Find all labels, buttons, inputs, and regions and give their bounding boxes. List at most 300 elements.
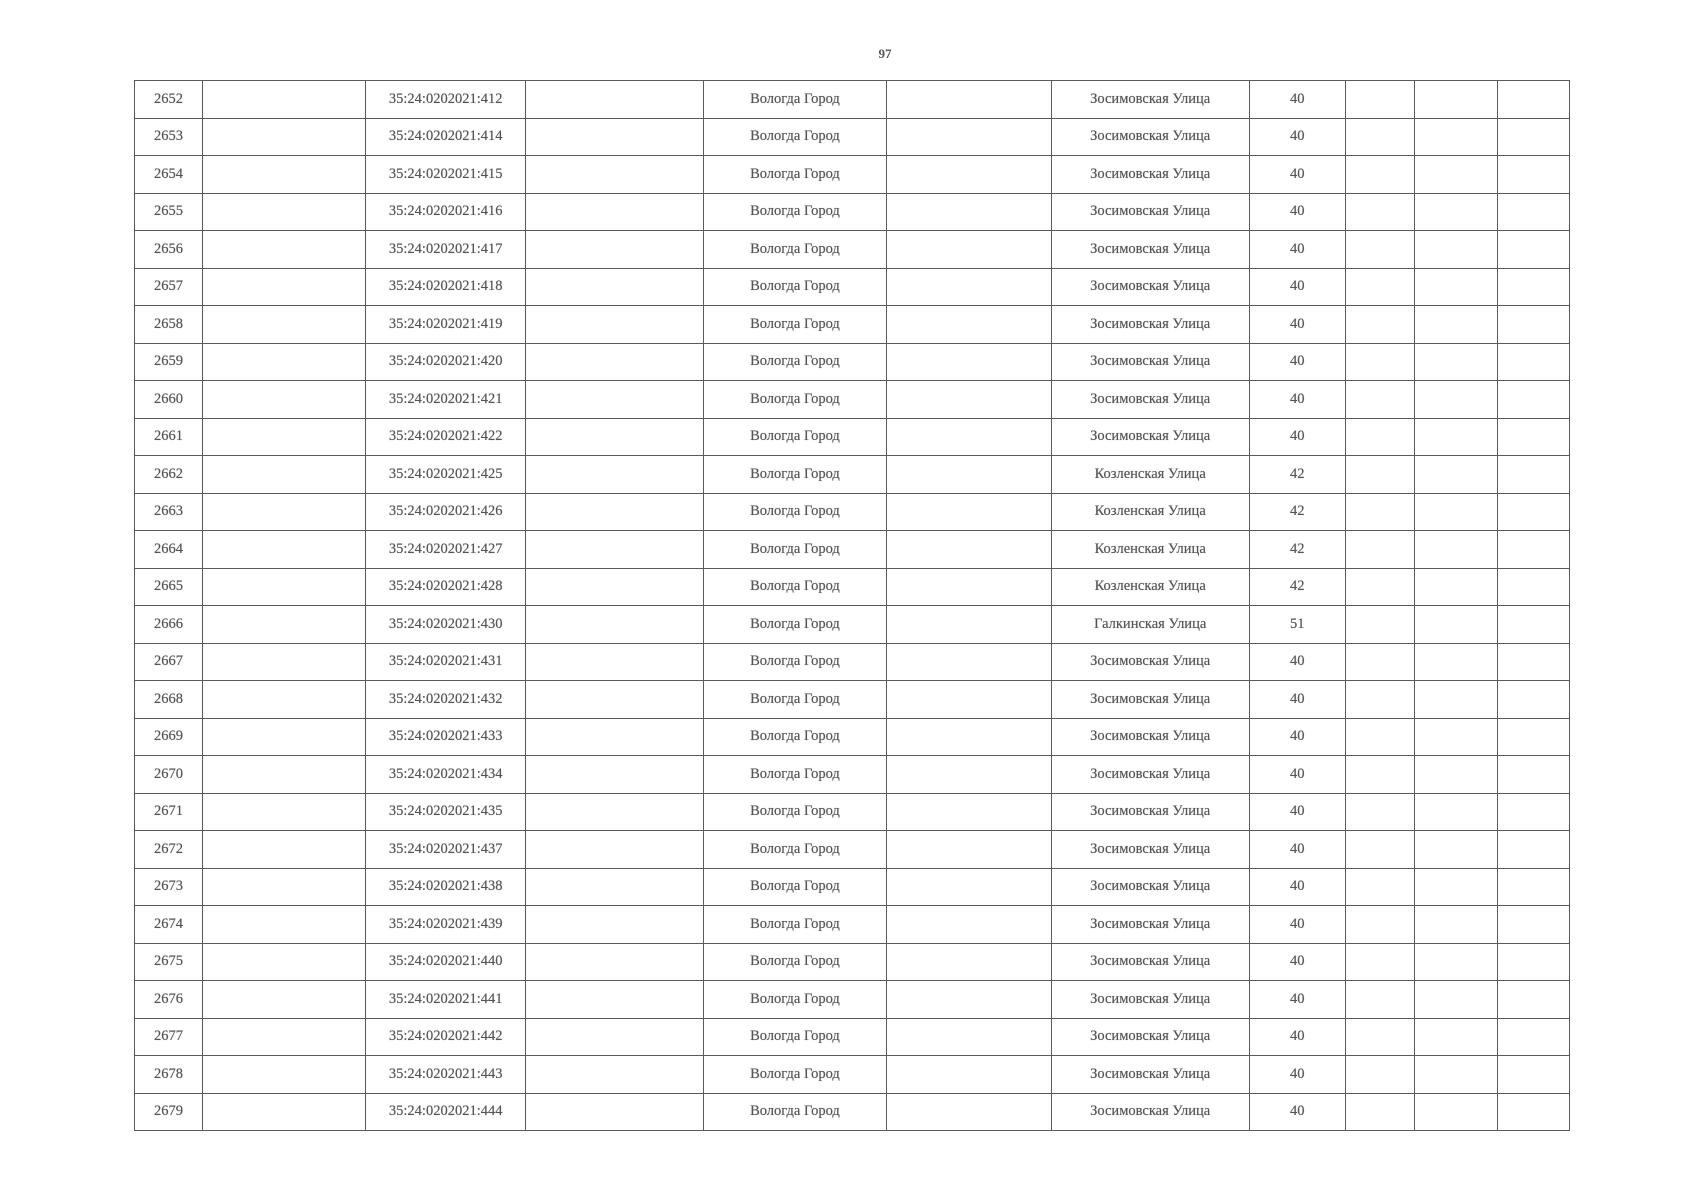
empty-cell xyxy=(203,156,366,194)
cadastral-number-cell: 35:24:0202021:428 xyxy=(366,568,526,606)
city-cell: Вологда Город xyxy=(704,756,886,794)
city-cell: Вологда Город xyxy=(704,118,886,156)
empty-cell xyxy=(526,493,704,531)
empty-cell xyxy=(203,643,366,681)
table-row xyxy=(135,81,1570,119)
empty-cell xyxy=(886,268,1051,306)
empty-cell xyxy=(1414,831,1497,869)
empty-cell xyxy=(203,1093,366,1131)
cadastral-number-cell: 35:24:0202021:440 xyxy=(366,943,526,981)
empty-cell xyxy=(1345,606,1414,644)
empty-cell xyxy=(1345,568,1414,606)
empty-cell xyxy=(526,456,704,494)
empty-cell xyxy=(1497,306,1569,344)
empty-cell xyxy=(1345,456,1414,494)
empty-cell xyxy=(1414,381,1497,419)
house-number-cell: 40 xyxy=(1249,681,1345,719)
empty-cell xyxy=(886,568,1051,606)
empty-cell xyxy=(203,568,366,606)
street-cell: Зосимовская Улица xyxy=(1051,943,1249,981)
empty-cell xyxy=(1414,118,1497,156)
empty-cell xyxy=(886,81,1051,119)
empty-cell xyxy=(886,1056,1051,1094)
city-cell: Вологда Город xyxy=(704,531,886,569)
cadastral-number-cell: 35:24:0202021:418 xyxy=(366,268,526,306)
empty-cell xyxy=(203,493,366,531)
empty-cell xyxy=(886,118,1051,156)
empty-cell xyxy=(1414,343,1497,381)
empty-cell xyxy=(886,456,1051,494)
house-number-cell: 40 xyxy=(1249,306,1345,344)
empty-cell xyxy=(1414,643,1497,681)
row-number-cell: 2664 xyxy=(135,531,203,569)
empty-cell xyxy=(1345,756,1414,794)
street-cell: Зосимовская Улица xyxy=(1051,793,1249,831)
cadastral-number-cell: 35:24:0202021:442 xyxy=(366,1018,526,1056)
empty-cell xyxy=(1497,756,1569,794)
empty-cell xyxy=(1414,231,1497,269)
table-row xyxy=(135,306,1570,344)
empty-cell xyxy=(1497,643,1569,681)
cadastral-number-cell: 35:24:0202021:419 xyxy=(366,306,526,344)
empty-cell xyxy=(1414,1056,1497,1094)
table-row xyxy=(135,156,1570,194)
empty-cell xyxy=(526,793,704,831)
empty-cell xyxy=(1497,943,1569,981)
empty-cell xyxy=(1345,718,1414,756)
empty-cell xyxy=(1414,793,1497,831)
empty-cell xyxy=(1497,118,1569,156)
house-number-cell: 51 xyxy=(1249,606,1345,644)
empty-cell xyxy=(886,681,1051,719)
empty-cell xyxy=(1345,231,1414,269)
empty-cell xyxy=(203,81,366,119)
street-cell: Зосимовская Улица xyxy=(1051,156,1249,194)
cadastral-number-cell: 35:24:0202021:412 xyxy=(366,81,526,119)
table-row xyxy=(135,643,1570,681)
empty-cell xyxy=(1414,718,1497,756)
empty-cell xyxy=(203,343,366,381)
empty-cell xyxy=(1497,231,1569,269)
empty-cell xyxy=(526,531,704,569)
row-number-cell: 2659 xyxy=(135,343,203,381)
empty-cell xyxy=(1497,793,1569,831)
row-number-cell: 2669 xyxy=(135,718,203,756)
empty-cell xyxy=(1414,681,1497,719)
row-number-cell: 2654 xyxy=(135,156,203,194)
empty-cell xyxy=(1497,718,1569,756)
empty-cell xyxy=(1345,943,1414,981)
city-cell: Вологда Город xyxy=(704,156,886,194)
table-row xyxy=(135,793,1570,831)
empty-cell xyxy=(203,981,366,1019)
empty-cell xyxy=(203,906,366,944)
cadastral-number-cell: 35:24:0202021:427 xyxy=(366,531,526,569)
empty-cell xyxy=(526,156,704,194)
city-cell: Вологда Город xyxy=(704,231,886,269)
empty-cell xyxy=(886,756,1051,794)
empty-cell xyxy=(1497,156,1569,194)
city-cell: Вологда Город xyxy=(704,268,886,306)
street-cell: Козленская Улица xyxy=(1051,568,1249,606)
city-cell: Вологда Город xyxy=(704,306,886,344)
empty-cell xyxy=(1345,681,1414,719)
house-number-cell: 40 xyxy=(1249,756,1345,794)
cadastral-number-cell: 35:24:0202021:422 xyxy=(366,418,526,456)
house-number-cell: 40 xyxy=(1249,81,1345,119)
street-cell: Зосимовская Улица xyxy=(1051,268,1249,306)
street-cell: Зосимовская Улица xyxy=(1051,906,1249,944)
street-cell: Козленская Улица xyxy=(1051,531,1249,569)
cadastral-number-cell: 35:24:0202021:435 xyxy=(366,793,526,831)
city-cell: Вологда Город xyxy=(704,1056,886,1094)
empty-cell xyxy=(203,418,366,456)
empty-cell xyxy=(203,943,366,981)
house-number-cell: 40 xyxy=(1249,156,1345,194)
house-number-cell: 40 xyxy=(1249,268,1345,306)
street-cell: Зосимовская Улица xyxy=(1051,418,1249,456)
empty-cell xyxy=(203,681,366,719)
row-number-cell: 2678 xyxy=(135,1056,203,1094)
empty-cell xyxy=(1345,1018,1414,1056)
table-row xyxy=(135,868,1570,906)
table-row xyxy=(135,381,1570,419)
empty-cell xyxy=(1497,493,1569,531)
empty-cell xyxy=(1497,81,1569,119)
cadastral-number-cell: 35:24:0202021:415 xyxy=(366,156,526,194)
empty-cell xyxy=(1345,1093,1414,1131)
street-cell: Зосимовская Улица xyxy=(1051,643,1249,681)
street-cell: Зосимовская Улица xyxy=(1051,306,1249,344)
house-number-cell: 40 xyxy=(1249,381,1345,419)
city-cell: Вологда Город xyxy=(704,418,886,456)
empty-cell xyxy=(1345,831,1414,869)
empty-cell xyxy=(526,1093,704,1131)
empty-cell xyxy=(203,381,366,419)
row-number-cell: 2672 xyxy=(135,831,203,869)
empty-cell xyxy=(1497,981,1569,1019)
empty-cell xyxy=(203,456,366,494)
city-cell: Вологда Город xyxy=(704,981,886,1019)
row-number-cell: 2666 xyxy=(135,606,203,644)
empty-cell xyxy=(1345,118,1414,156)
empty-cell xyxy=(203,193,366,231)
empty-cell xyxy=(526,1018,704,1056)
street-cell: Зосимовская Улица xyxy=(1051,1056,1249,1094)
empty-cell xyxy=(1345,343,1414,381)
empty-cell xyxy=(526,868,704,906)
empty-cell xyxy=(526,943,704,981)
house-number-cell: 40 xyxy=(1249,1018,1345,1056)
table-row xyxy=(135,718,1570,756)
street-cell: Зосимовская Улица xyxy=(1051,381,1249,419)
city-cell: Вологда Город xyxy=(704,793,886,831)
cadastral-number-cell: 35:24:0202021:416 xyxy=(366,193,526,231)
table-row xyxy=(135,493,1570,531)
cadastral-number-cell: 35:24:0202021:441 xyxy=(366,981,526,1019)
empty-cell xyxy=(886,606,1051,644)
cadastral-number-cell: 35:24:0202021:414 xyxy=(366,118,526,156)
empty-cell xyxy=(1414,981,1497,1019)
empty-cell xyxy=(526,418,704,456)
empty-cell xyxy=(1414,568,1497,606)
empty-cell xyxy=(1414,606,1497,644)
city-cell: Вологда Город xyxy=(704,943,886,981)
table-row xyxy=(135,1018,1570,1056)
house-number-cell: 40 xyxy=(1249,1093,1345,1131)
cadastral-number-cell: 35:24:0202021:420 xyxy=(366,343,526,381)
house-number-cell: 40 xyxy=(1249,981,1345,1019)
row-number-cell: 2656 xyxy=(135,231,203,269)
empty-cell xyxy=(1497,1056,1569,1094)
empty-cell xyxy=(526,756,704,794)
empty-cell xyxy=(886,343,1051,381)
table-row xyxy=(135,1093,1570,1131)
house-number-cell: 42 xyxy=(1249,493,1345,531)
street-cell: Зосимовская Улица xyxy=(1051,1093,1249,1131)
empty-cell xyxy=(886,793,1051,831)
empty-cell xyxy=(1497,268,1569,306)
city-cell: Вологда Город xyxy=(704,81,886,119)
cadastral-number-cell: 35:24:0202021:430 xyxy=(366,606,526,644)
table-row xyxy=(135,193,1570,231)
city-cell: Вологда Город xyxy=(704,1018,886,1056)
street-cell: Зосимовская Улица xyxy=(1051,118,1249,156)
house-number-cell: 40 xyxy=(1249,868,1345,906)
empty-cell xyxy=(886,493,1051,531)
register-body xyxy=(135,81,1570,1131)
empty-cell xyxy=(886,381,1051,419)
city-cell: Вологда Город xyxy=(704,1093,886,1131)
empty-cell xyxy=(526,381,704,419)
empty-cell xyxy=(1497,681,1569,719)
empty-cell xyxy=(526,343,704,381)
house-number-cell: 42 xyxy=(1249,568,1345,606)
cadastral-number-cell: 35:24:0202021:439 xyxy=(366,906,526,944)
row-number-cell: 2653 xyxy=(135,118,203,156)
empty-cell xyxy=(1345,981,1414,1019)
empty-cell xyxy=(886,718,1051,756)
row-number-cell: 2675 xyxy=(135,943,203,981)
empty-cell xyxy=(886,418,1051,456)
empty-cell xyxy=(1497,418,1569,456)
row-number-cell: 2676 xyxy=(135,981,203,1019)
empty-cell xyxy=(1497,1093,1569,1131)
empty-cell xyxy=(1345,268,1414,306)
city-cell: Вологда Город xyxy=(704,456,886,494)
cadastral-number-cell: 35:24:0202021:432 xyxy=(366,681,526,719)
empty-cell xyxy=(526,193,704,231)
street-cell: Зосимовская Улица xyxy=(1051,831,1249,869)
empty-cell xyxy=(1497,906,1569,944)
empty-cell xyxy=(1414,193,1497,231)
cadastral-number-cell: 35:24:0202021:438 xyxy=(366,868,526,906)
cadastral-number-cell: 35:24:0202021:431 xyxy=(366,643,526,681)
empty-cell xyxy=(526,1056,704,1094)
house-number-cell: 40 xyxy=(1249,343,1345,381)
city-cell: Вологда Город xyxy=(704,493,886,531)
street-cell: Козленская Улица xyxy=(1051,493,1249,531)
street-cell: Зосимовская Улица xyxy=(1051,681,1249,719)
empty-cell xyxy=(1414,943,1497,981)
cadastral-number-cell: 35:24:0202021:417 xyxy=(366,231,526,269)
empty-cell xyxy=(203,1056,366,1094)
empty-cell xyxy=(886,306,1051,344)
house-number-cell: 40 xyxy=(1249,718,1345,756)
empty-cell xyxy=(526,831,704,869)
empty-cell xyxy=(1414,906,1497,944)
page-number: 97 xyxy=(878,46,892,61)
table-row xyxy=(135,418,1570,456)
house-number-cell: 40 xyxy=(1249,643,1345,681)
empty-cell xyxy=(1345,531,1414,569)
cadastral-number-cell: 35:24:0202021:434 xyxy=(366,756,526,794)
row-number-cell: 2658 xyxy=(135,306,203,344)
empty-cell xyxy=(886,231,1051,269)
cadastral-number-cell: 35:24:0202021:426 xyxy=(366,493,526,531)
empty-cell xyxy=(1414,868,1497,906)
empty-cell xyxy=(1345,418,1414,456)
city-cell: Вологда Город xyxy=(704,343,886,381)
row-number-cell: 2662 xyxy=(135,456,203,494)
table-row xyxy=(135,943,1570,981)
row-number-cell: 2673 xyxy=(135,868,203,906)
empty-cell xyxy=(1414,756,1497,794)
empty-cell xyxy=(1414,156,1497,194)
row-number-cell: 2655 xyxy=(135,193,203,231)
table-row xyxy=(135,681,1570,719)
row-number-cell: 2679 xyxy=(135,1093,203,1131)
street-cell: Зосимовская Улица xyxy=(1051,231,1249,269)
empty-cell xyxy=(886,531,1051,569)
table-row xyxy=(135,981,1570,1019)
city-cell: Вологда Город xyxy=(704,568,886,606)
table-row xyxy=(135,268,1570,306)
empty-cell xyxy=(203,793,366,831)
empty-cell xyxy=(1497,381,1569,419)
street-cell: Зосимовская Улица xyxy=(1051,1018,1249,1056)
empty-cell xyxy=(203,756,366,794)
empty-cell xyxy=(1497,193,1569,231)
empty-cell xyxy=(1414,306,1497,344)
empty-cell xyxy=(1497,456,1569,494)
table-row xyxy=(135,231,1570,269)
empty-cell xyxy=(1497,606,1569,644)
empty-cell xyxy=(1414,268,1497,306)
empty-cell xyxy=(203,306,366,344)
empty-cell xyxy=(526,981,704,1019)
house-number-cell: 42 xyxy=(1249,456,1345,494)
empty-cell xyxy=(1345,81,1414,119)
city-cell: Вологда Город xyxy=(704,718,886,756)
empty-cell xyxy=(526,643,704,681)
cadastral-number-cell: 35:24:0202021:443 xyxy=(366,1056,526,1094)
empty-cell xyxy=(886,1093,1051,1131)
row-number-cell: 2671 xyxy=(135,793,203,831)
empty-cell xyxy=(886,981,1051,1019)
empty-cell xyxy=(1345,493,1414,531)
empty-cell xyxy=(1345,306,1414,344)
empty-cell xyxy=(1497,1018,1569,1056)
street-cell: Козленская Улица xyxy=(1051,456,1249,494)
empty-cell xyxy=(526,568,704,606)
empty-cell xyxy=(1414,418,1497,456)
row-number-cell: 2677 xyxy=(135,1018,203,1056)
empty-cell xyxy=(1497,343,1569,381)
register-table xyxy=(134,80,1570,1131)
street-cell: Зосимовская Улица xyxy=(1051,718,1249,756)
house-number-cell: 40 xyxy=(1249,906,1345,944)
empty-cell xyxy=(886,906,1051,944)
empty-cell xyxy=(1414,456,1497,494)
empty-cell xyxy=(203,531,366,569)
empty-cell xyxy=(1497,831,1569,869)
empty-cell xyxy=(203,231,366,269)
empty-cell xyxy=(203,268,366,306)
empty-cell xyxy=(203,1018,366,1056)
empty-cell xyxy=(526,306,704,344)
empty-cell xyxy=(1414,81,1497,119)
city-cell: Вологда Город xyxy=(704,681,886,719)
empty-cell xyxy=(1414,493,1497,531)
empty-cell xyxy=(526,606,704,644)
cadastral-number-cell: 35:24:0202021:444 xyxy=(366,1093,526,1131)
empty-cell xyxy=(1345,1056,1414,1094)
street-cell: Галкинская Улица xyxy=(1051,606,1249,644)
cadastral-number-cell: 35:24:0202021:433 xyxy=(366,718,526,756)
row-number-cell: 2665 xyxy=(135,568,203,606)
house-number-cell: 40 xyxy=(1249,418,1345,456)
empty-cell xyxy=(886,643,1051,681)
empty-cell xyxy=(1414,1093,1497,1131)
empty-cell xyxy=(886,943,1051,981)
empty-cell xyxy=(203,118,366,156)
row-number-cell: 2652 xyxy=(135,81,203,119)
table-row xyxy=(135,906,1570,944)
empty-cell xyxy=(1345,381,1414,419)
empty-cell xyxy=(1414,1018,1497,1056)
empty-cell xyxy=(1345,906,1414,944)
table-row xyxy=(135,531,1570,569)
table-row xyxy=(135,568,1570,606)
row-number-cell: 2657 xyxy=(135,268,203,306)
street-cell: Зосимовская Улица xyxy=(1051,981,1249,1019)
empty-cell xyxy=(1345,156,1414,194)
table-row xyxy=(135,831,1570,869)
city-cell: Вологда Город xyxy=(704,643,886,681)
street-cell: Зосимовская Улица xyxy=(1051,343,1249,381)
row-number-cell: 2670 xyxy=(135,756,203,794)
house-number-cell: 40 xyxy=(1249,1056,1345,1094)
empty-cell xyxy=(886,156,1051,194)
house-number-cell: 40 xyxy=(1249,943,1345,981)
empty-cell xyxy=(1345,193,1414,231)
empty-cell xyxy=(203,868,366,906)
street-cell: Зосимовская Улица xyxy=(1051,756,1249,794)
city-cell: Вологда Город xyxy=(704,606,886,644)
table-row xyxy=(135,118,1570,156)
empty-cell xyxy=(203,831,366,869)
empty-cell xyxy=(526,681,704,719)
table-row xyxy=(135,1056,1570,1094)
empty-cell xyxy=(886,193,1051,231)
city-cell: Вологда Город xyxy=(704,906,886,944)
empty-cell xyxy=(1497,531,1569,569)
cadastral-number-cell: 35:24:0202021:421 xyxy=(366,381,526,419)
table-row xyxy=(135,606,1570,644)
cadastral-number-cell: 35:24:0202021:437 xyxy=(366,831,526,869)
table-row xyxy=(135,756,1570,794)
